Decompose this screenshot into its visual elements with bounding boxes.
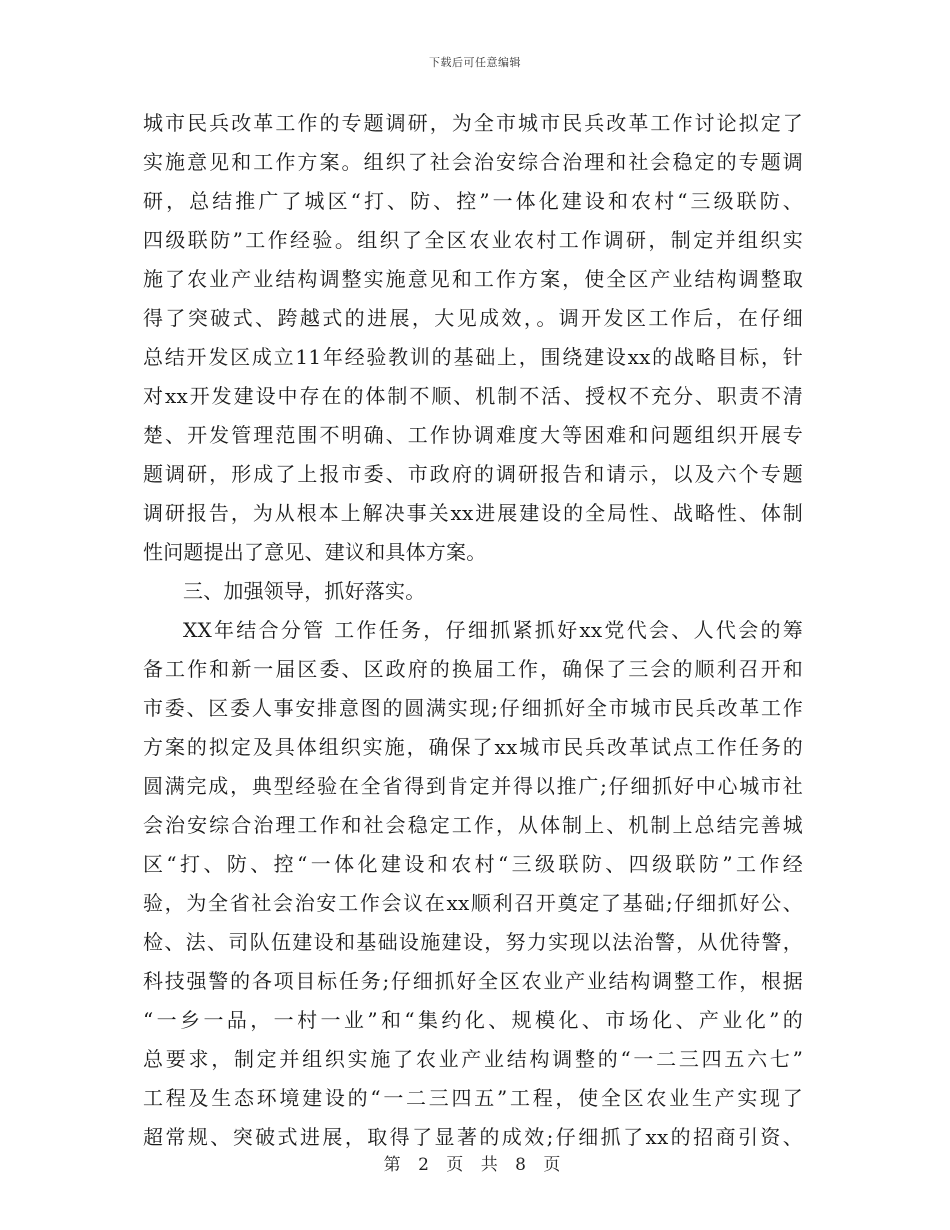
page-footer: 第 2 页 共 8 页 xyxy=(383,1155,567,1175)
text-line: 楚、开发管理范围不明确、工作协调难度大等困难和问题组织开展专 xyxy=(143,423,803,447)
text-line: XX年结合分管 工作任务，仔细抓紧抓好xx党代会、人代会的筹 xyxy=(183,618,803,642)
text-line: 区“打、防、控“一体化建设和农村“三级联防、四级联防”工作经 xyxy=(143,852,803,876)
text-line: 圆满完成，典型经验在全省得到肯定并得以推广;仔细抓好中心城市社 xyxy=(143,774,803,798)
text-line: 研，总结推广了城区“打、防、控”一体化建设和农村“三级联防、 xyxy=(143,189,803,213)
text-line: 工程及生态环境建设的“一二三四五”工程，使全区农业生产实现了 xyxy=(143,1086,803,1110)
text-line: 总结开发区成立11年经验教训的基础上，围绕建设xx的战略目标，针 xyxy=(143,345,803,369)
text-line: 调研报告，为从根本上解决事关xx进展建设的全局性、战略性、体制 xyxy=(143,501,803,525)
text-line: 市委、区委人事安排意图的圆满实现;仔细抓好全市城市民兵改革工作 xyxy=(143,696,803,720)
page-header: 下载后可任意编辑 xyxy=(429,56,521,69)
text-line: 科技强警的各项目标任务;仔细抓好全区农业产业结构调整工作，根据 xyxy=(143,969,803,993)
text-line: 方案的拟定及具体组织实施，确保了xx城市民兵改革试点工作任务的 xyxy=(143,735,803,759)
text-line: “一乡一品，一村一业”和“集约化、规模化、市场化、产业化”的 xyxy=(143,1008,803,1032)
text-line: 四级联防”工作经验。组织了全区农业农村工作调研，制定并组织实 xyxy=(143,228,803,252)
text-line: 检、法、司队伍建设和基础设施建设，努力实现以法治警，从优待警， xyxy=(143,930,803,954)
text-line: 施了农业产业结构调整实施意见和工作方案，使全区产业结构调整取 xyxy=(143,267,803,291)
text-line: 性问题提出了意见、建议和具体方案。 xyxy=(143,540,487,564)
text-line: 总要求，制定并组织实施了农业产业结构调整的“一二三四五六七” xyxy=(143,1047,803,1071)
text-line: 城市民兵改革工作的专题调研，为全市城市民兵改革工作讨论拟定了 xyxy=(143,111,803,135)
text-line: 验，为全省社会治安工作会议在xx顺利召开奠定了基础;仔细抓好公、 xyxy=(143,891,803,915)
text-line: 会治安综合治理工作和社会稳定工作，从体制上、机制上总结完善城 xyxy=(143,813,803,837)
text-line: 得了突破式、跨越式的进展，大见成效，。调开发区工作后，在仔细 xyxy=(143,306,803,330)
section-heading: 三、加强领导，抓好落实。 xyxy=(183,579,426,603)
document-body xyxy=(143,104,803,1157)
text-line: 实施意见和工作方案。组织了社会治安综合治理和社会稳定的专题调 xyxy=(143,150,803,174)
text-line: 对xx开发建设中存在的体制不顺、机制不活、授权不充分、职责不清 xyxy=(143,384,803,408)
text-line: 题调研，形成了上报市委、市政府的调研报告和请示，以及六个专题 xyxy=(143,462,803,486)
text-line: 备工作和新一届区委、区政府的换届工作，确保了三会的顺利召开和 xyxy=(143,657,803,681)
text-line: 超常规、突破式进展，取得了显著的成效;仔细抓了xx的招商引资、 xyxy=(143,1125,803,1149)
